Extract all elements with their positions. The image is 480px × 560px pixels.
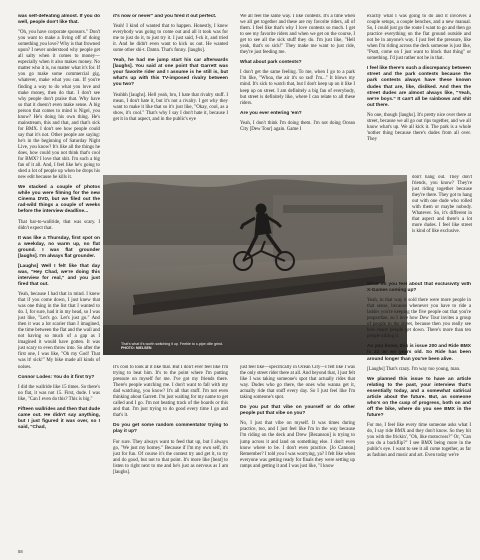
question-paragraph: As you know, this is issue 200 and Ride BMX is 22 or so years old. So Ride has been around longer than you've been alive. [367,344,471,362]
answer-paragraph: exactly what I was going to do and it involves a couple setups, a couple benches, and a new manual. So, I could just go the route I want to go and then go practice everything on the flat ground outside and not be in anyone's way. I just feel the pressure, like when I'm riding across the deck someone is just like, "Psstt, come on I just want to block that thing" or something. I'd just rather not be in that. [367,14,471,62]
photo-caption [121,342,223,350]
answer-paragraph: "Oh, you have corporate sponsors." Don't you want to make a living off of doing something you love? Why is that frowned upon? I never understood why people get all salty when it comes to money—especially when it also makes money. No matter who it is, no matter what it's for. If you go make some commercial gig, whatever, make what you can. If you're finding a way to do what you love and make money, then do that. I don't see why people don't praise that. Why have so that it doesn't even make sense. A big person that comes to mind is Nigel, you know? He's doing his own thing. He's mainstream, this and that, and that's sick for BMX. I don't see how people could say that it's not. Other people are saying: he's in the beginning of Saturday Night Live, you know? It's like all the things he does, how could you not think that's cool for BMX? I love that shit. I'm such a big fan of it all. And, I feel like he's going to shed a lot of people up when he drops his new edit because he kills it. [18,30,100,181]
answer-paragraph: Yeah, because I had that in mind. I knew that if you come down, I just knew that was one thing in the list that I wanted to do. I, for sure, had it in my head, so I was just like, "Let's go. Let's just go." And then it was a lot scarier than I imagined, the time between the flat and the wall and not having so much of a gap as I imagined it would have gotten. It was just scary to even throw into. So after the first one, I was like, "Oh my God! That was it! sick!" My bike made all kinds of noises. [18,291,100,370]
answer-paragraph: It's cool to look at it like that. But I don't ever feel like I'm trying to beat him. It's to the point where I'm putting pressure on myself for me. I've got my friends there. There's people watching me. I don't want to fall with my dad watching, you know? It's all that stuff. I'm not even thinking about Garrett. I'm just waiting for my name to get called and I go. I'm not beating track of the boards or this and that. I'm just trying to do good every time I go and that's it. [113,365,228,419]
caption-text: That's what it's worth switching it up. Feeble to x-pipe ollie grind. [121,342,224,346]
question-paragraph: Connor Lodes: You do it first try? [18,374,95,380]
answer-paragraph: I don't get the same feeling. To me, when I go to a park I'm like, "Whoa, the air it's so rad! I'm..." It blows my mind. It's sick to watch that, but I don't keep up on it like I keep up on street. I am definitely a big fan of everybody, but street is definitely like, where I can relate to all these riders. [240,70,355,106]
answer-paragraph: For me, I feel like every time someone asks what I do, I say ride BMX and they don't know. So they hit you with the frickin', "Oh, like motocross?" Or, "Can you do a backflip?" I see BMX being more in the public's eye. I want to see it all come together, as far as fashion and music and art. Even today we're [367,422,471,459]
answer-paragraph: No one, though [laughs]. It's pretty nice over there at street, because we all go out rips together, and we all know what's up. We all kick it. The park is a whole 'nother thing because there's dudes from all over. They [367,112,471,142]
answer-paragraph: just feel like—specifically in Ocean City—I felt like I was the only street rider there at all. And beyond that, I just felt like I was taking someone's spot that actually rides that way. Dudes who go there, the ones who wanna get it, actually ride that stuff every day. So I just feel like I'm taking someone's spot. [240,365,355,401]
answer-paragraph: For sure. They always want to feed that up, but I always go, "We just my homey." Because if I'm my own self, it's just for fun. Of course it's the contest try and get it, to try and do good, but not to that point. It's more like [beat] to listen to right next to me and he's just as nervous as I am [laughs]. [113,439,228,475]
bmx-rider-photo [103,175,407,355]
page-number: 58 [18,549,23,554]
answer-paragraph: That bar-to-wallride, that was scary. I didn't expect that. [18,219,100,231]
article-column-4 [367,14,471,174]
question-paragraph: [Laughs] Well I felt like that day was, "Hey Chad, we're doing this interview for real," and you just fired that out. [18,263,100,287]
article-column-7 [367,282,471,550]
article-column-1 [18,14,100,550]
question-paragraph: Yeah, he had me jump start his car afterwards [laughs]. You said at one point that Garrett was your favorite rider and I assume is he still is, but what's up with this TV-imposed rivalry between you two? [113,58,228,88]
answer-paragraph: don't hang out. They don't friends, you know? They're just riding together because they're there. They got to hang out with one dude who rolled with them or maybe nobody. Whatever. So, it's different in that aspect and there's a lot more dudes. I feel like street is kind of like exclusive. [412,175,472,235]
question-paragraph: Do you get some random commentator trying to play it up? [113,423,228,435]
answer-paragraph: Yeah! I kind of wanted that to happen. Honestly, I knew everybody was going to come out and all it took was for me to just do it, to just try it. I just said, f-ck it, and tried it. And he didn't even want to kick us out. He wanted some other shi-t. Damn. That's funny. [laughs]. [113,24,228,54]
question-paragraph: We planned this issue to have an article relating to the past, your interview that's essentially today, and a somewhat satirical article about the future. But, as someone who's on the cusp of progress, both on and off the bike, where do you see BMX in the future? [367,376,471,418]
photo-credit: PHOTO: NIELSEN [121,346,152,351]
answer-paragraph: [Laughs] That's crazy. I'm way too young, man. [367,366,461,372]
question-paragraph: Are you ever entering 'em? [240,110,302,116]
article-column-4-wrap [412,175,472,277]
question-paragraph: What about park contests? [240,60,302,66]
answer-paragraph: Yeah, I don't think I'm doing them. I'm not doing Ocean City [Dew Tour] again. Game I [240,120,355,132]
answer-paragraph: No, I just that vibe on myself. It was times during practice, too, and I just feel like I'm in the way because I'm riding on the deck and Drew [Bezanson] is trying to jump across it and land on something else. I don't even know where to be. I don't even practice. [Jo Cannon] Remember? I told you I was worrying, ya? I felt like when everyone was getting ready for finals they were setting up ramps and getting it and I was just like, "I know [240,421,355,469]
article-column-5 [113,365,228,550]
question-paragraph: I feel like there's such a discrepancy between street and the park contests because the park contests always have these known dudes that are, like, disliked. And then the street dudes are almost always like, "Yeah, we're boys." It can't all be rainbows and shit out there. [367,66,471,108]
answer-paragraph: Yeah, in that way it sold there were more people in that sense, because whenever you have to ride a ladder you're keeping the five people out that you're jeopardize, so I love how Dew Tour invites a group of people to the street, because then you really see how many people get down. There's more than ten people killing it. [367,298,471,340]
question-paragraph: We stacked a couple of photos while you were filming for the new Cinema DVD, but we filed out the rad-wild things a couple of weeks before the interview deadline... [18,185,100,215]
article-column-6 [240,365,355,550]
answer-paragraph: We all feel the same way. I like contests. It's a time when we all get together and these are my favorite riders, all of them. I feel like that's why I love contests so much. I get to see my favorite riders and when we get on the course, I get to see all the sick stuff they do. I'm just like, "Hell yeah, that's so sick!" They make me want to just ride, they're just feeding me. [240,14,355,56]
answer-paragraph: Yeahhh [laughs]. Hell yeah, bro, I hate that rivalry stuff. I mean, I don't hate it, but it's not a rivalry. I get why they want to make it like that so it's just like, "Okay, cool, as a show, it's cool." That's why I say I don't hate it, because I get it in that aspect, and in the public's eye [113,92,228,122]
question-paragraph: Fifteen wallrides and then that dude came out. He didn't say anything, but I just figured it was over, so I said, "Chad, [18,406,100,430]
question-paragraph: was self-defeating almost. If you do well, people don't like that. [18,14,100,26]
question-paragraph: It was like a Thursday, first spot on a weekday, no warm up, no flat ground. I was flat grounder [laughs]. I'm always flat grounder. [18,235,100,259]
question-paragraph: Do you put that vibe on yourself or do other people put that vibe on you? [240,405,355,417]
question-paragraph: it's now or never" and you fired it out perfect. [113,14,217,19]
question-paragraph: What do you feel about that exclusivity with X-Games coming up? [367,282,471,294]
answer-paragraph: I did the wallride like 15 times. So there's no flat, it was not 15. First, dude. I was like, "Can I even do this? This is big." [18,384,100,402]
